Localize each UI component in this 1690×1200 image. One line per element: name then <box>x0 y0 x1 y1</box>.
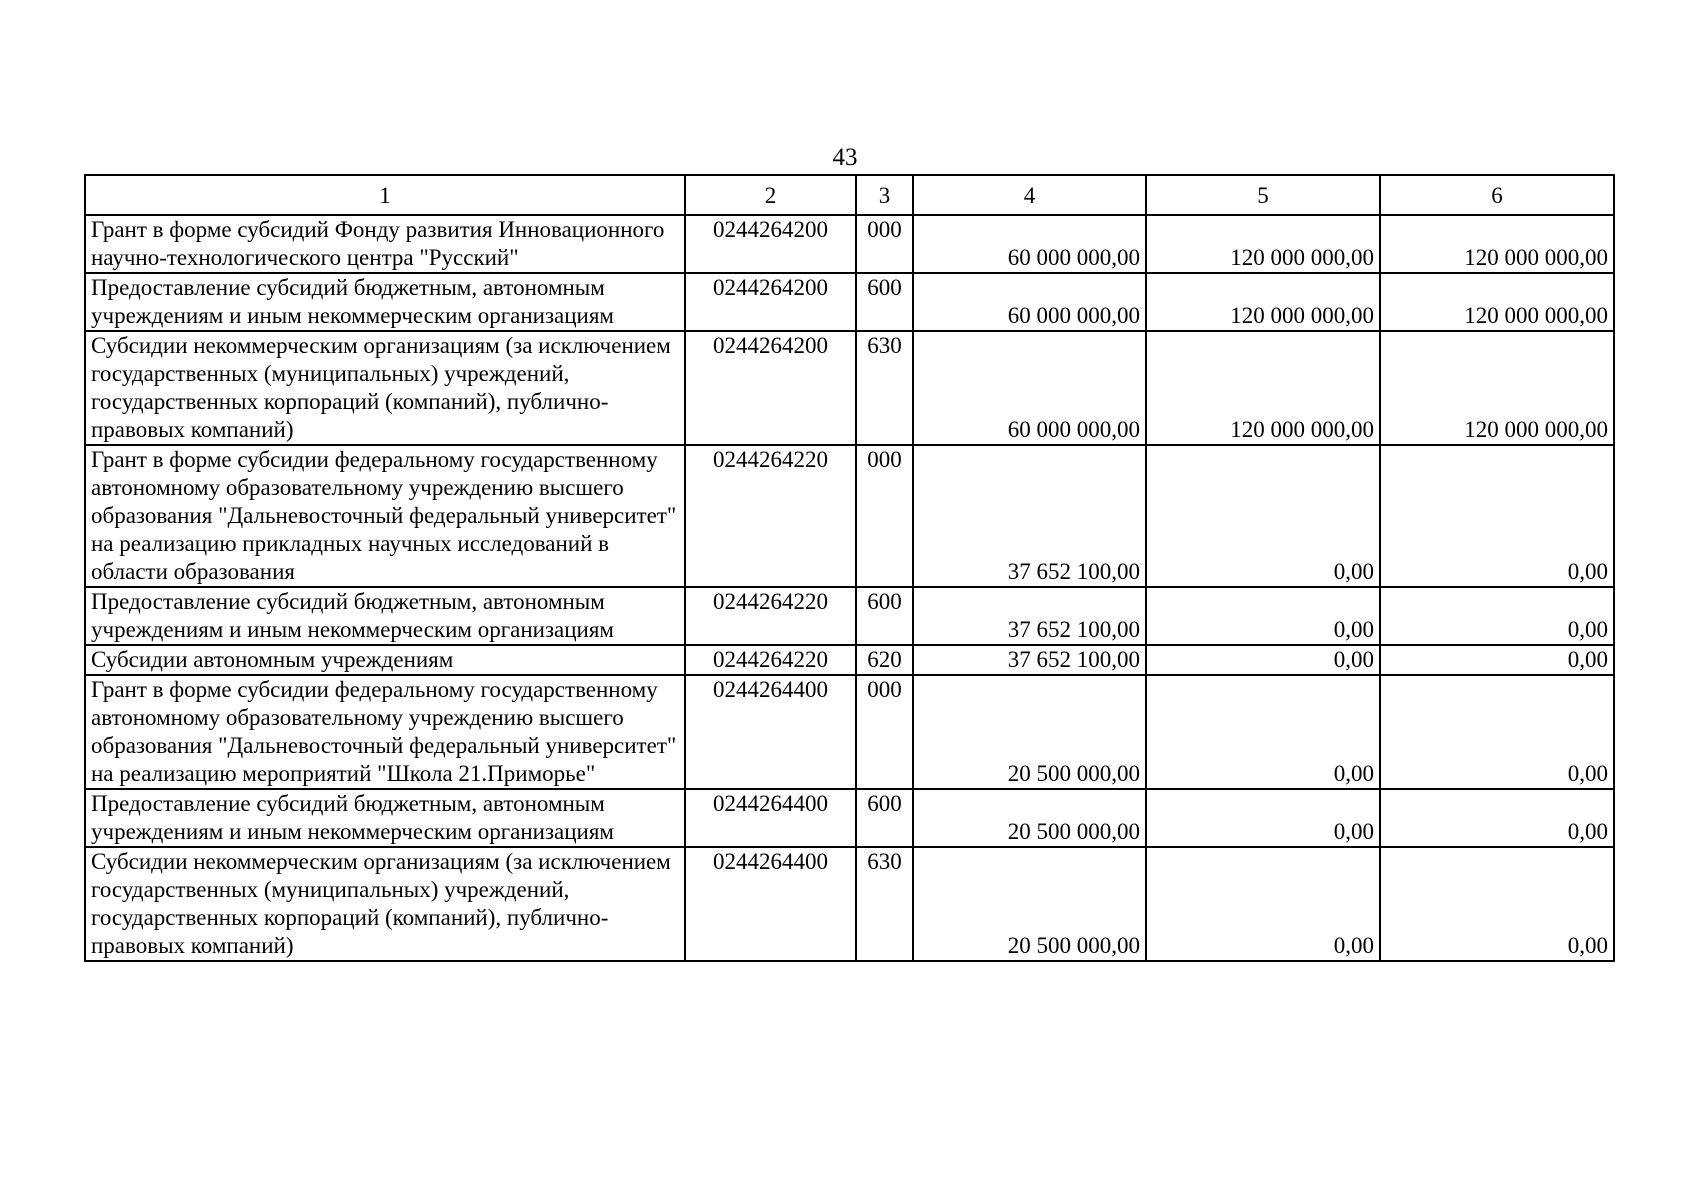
row-amount-col4: 60 000 000,00 <box>913 273 1146 331</box>
row-amount-col6: 0,00 <box>1380 675 1614 789</box>
row-expense-kind: 000 <box>856 445 913 587</box>
header-row <box>85 175 1614 215</box>
table-row <box>85 215 1614 273</box>
row-amount-col5: 0,00 <box>1146 587 1380 645</box>
row-target-code: 0244264400 <box>685 789 856 847</box>
row-name: Грант в форме субсидии федеральному государственному автономному образовательному учреждению высшего образования "Дальневосточный федеральный университет" на реализацию прикладных научных исследований в области образования <box>85 445 685 587</box>
row-expense-kind: 000 <box>856 215 913 273</box>
column-header-4: 4 <box>913 175 1146 215</box>
row-amount-col4: 37 652 100,00 <box>913 587 1146 645</box>
row-expense-kind: 600 <box>856 789 913 847</box>
row-target-code: 0244264200 <box>685 273 856 331</box>
row-expense-kind: 000 <box>856 675 913 789</box>
row-name: Грант в форме субсидий Фонду развития Инновационного научно-технологического центра "Русский" <box>85 215 685 273</box>
row-target-code: 0244264220 <box>685 445 856 587</box>
row-name: Грант в форме субсидии федеральному государственному автономному образовательному учреждению высшего образования "Дальневосточный федеральный университет" на реализацию мероприятий "Школа 21.Приморье" <box>85 675 685 789</box>
row-name: Предоставление субсидий бюджетным, автономным учреждениям и иным некоммерческим организациям <box>85 273 685 331</box>
column-header-1: 1 <box>85 175 685 215</box>
budget-table <box>84 174 1615 962</box>
row-amount-col5: 120 000 000,00 <box>1146 273 1380 331</box>
table-row <box>85 273 1614 331</box>
table-row <box>85 645 1614 675</box>
row-amount-col4: 20 500 000,00 <box>913 847 1146 961</box>
row-target-code: 0244264200 <box>685 331 856 445</box>
column-header-5: 5 <box>1146 175 1380 215</box>
row-name: Субсидии некоммерческим организациям (за исключением государственных (муниципальных) учреждений, государственных корпораций (компаний), публично-правовых компаний) <box>85 847 685 961</box>
row-amount-col6: 120 000 000,00 <box>1380 331 1614 445</box>
row-amount-col6: 0,00 <box>1380 645 1614 675</box>
row-expense-kind: 600 <box>856 587 913 645</box>
table-row <box>85 675 1614 789</box>
row-expense-kind: 630 <box>856 847 913 961</box>
row-target-code: 0244264220 <box>685 587 856 645</box>
column-header-2: 2 <box>685 175 856 215</box>
row-amount-col5: 0,00 <box>1146 789 1380 847</box>
row-amount-col5: 0,00 <box>1146 645 1380 675</box>
row-target-code: 0244264400 <box>685 675 856 789</box>
row-target-code: 0244264220 <box>685 645 856 675</box>
row-amount-col4: 60 000 000,00 <box>913 215 1146 273</box>
row-amount-col6: 0,00 <box>1380 789 1614 847</box>
row-name: Предоставление субсидий бюджетным, автономным учреждениям и иным некоммерческим организациям <box>85 587 685 645</box>
table-row <box>85 587 1614 645</box>
row-amount-col5: 120 000 000,00 <box>1146 331 1380 445</box>
row-amount-col6: 120 000 000,00 <box>1380 273 1614 331</box>
row-expense-kind: 600 <box>856 273 913 331</box>
table-row <box>85 331 1614 445</box>
row-name: Предоставление субсидий бюджетным, автономным учреждениям и иным некоммерческим организациям <box>85 789 685 847</box>
row-name: Субсидии некоммерческим организациям (за исключением государственных (муниципальных) учреждений, государственных корпораций (компаний), публично-правовых компаний) <box>85 331 685 445</box>
table-row <box>85 789 1614 847</box>
column-header-6: 6 <box>1380 175 1614 215</box>
row-amount-col4: 37 652 100,00 <box>913 445 1146 587</box>
row-amount-col5: 0,00 <box>1146 445 1380 587</box>
row-amount-col6: 0,00 <box>1380 445 1614 587</box>
row-amount-col5: 0,00 <box>1146 675 1380 789</box>
column-header-3: 3 <box>856 175 913 215</box>
table-row <box>85 847 1614 961</box>
row-target-code: 0244264200 <box>685 215 856 273</box>
row-amount-col4: 20 500 000,00 <box>913 789 1146 847</box>
row-amount-col6: 0,00 <box>1380 587 1614 645</box>
row-expense-kind: 630 <box>856 331 913 445</box>
row-amount-col6: 0,00 <box>1380 847 1614 961</box>
row-amount-col5: 0,00 <box>1146 847 1380 961</box>
row-amount-col4: 20 500 000,00 <box>913 675 1146 789</box>
row-amount-col4: 60 000 000,00 <box>913 331 1146 445</box>
row-amount-col4: 37 652 100,00 <box>913 645 1146 675</box>
row-target-code: 0244264400 <box>685 847 856 961</box>
row-name: Субсидии автономным учреждениям <box>85 645 685 675</box>
row-amount-col6: 120 000 000,00 <box>1380 215 1614 273</box>
row-expense-kind: 620 <box>856 645 913 675</box>
table-row <box>85 445 1614 587</box>
row-amount-col5: 120 000 000,00 <box>1146 215 1380 273</box>
page-number: 43 <box>832 144 858 171</box>
